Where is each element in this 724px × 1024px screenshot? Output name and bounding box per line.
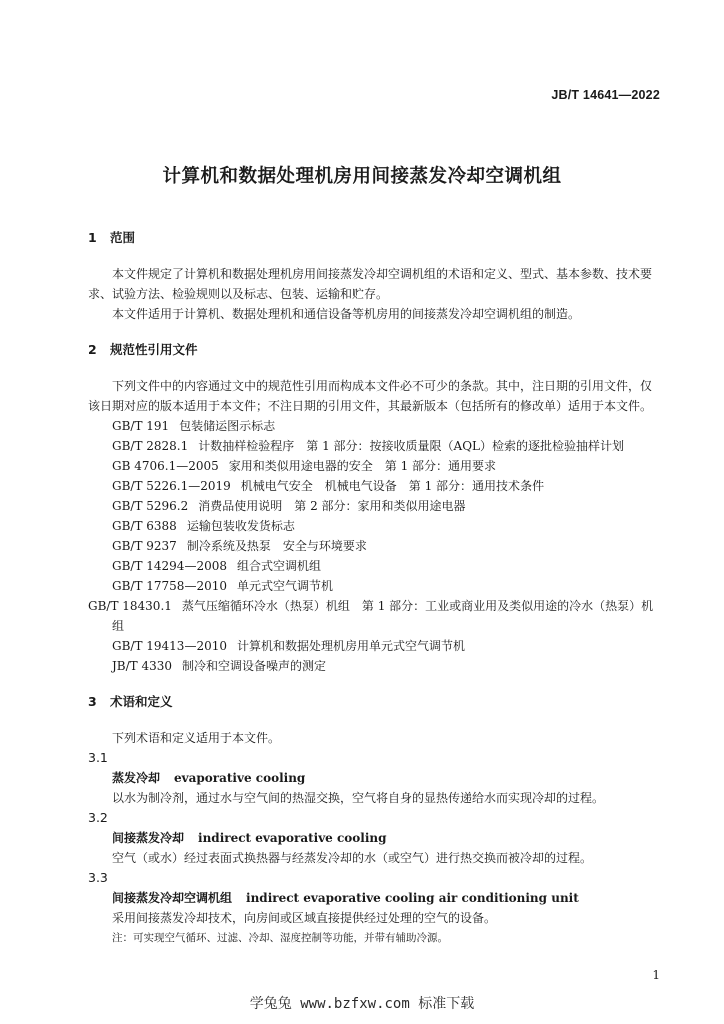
term-zh: 间接蒸发冷却空调机组	[112, 891, 233, 905]
section-number: 2	[88, 342, 97, 357]
section-title: 规范性引用文件	[110, 342, 198, 357]
section-title: 范围	[110, 230, 136, 245]
term-en: indirect evaporative cooling air conditioning unit	[246, 891, 579, 905]
term-definition: 空气（或水）经过表面式换热器与经蒸发冷却的水（或空气）进行热交换而被冷却的过程。	[112, 851, 593, 865]
term-zh: 蒸发冷却	[112, 771, 161, 785]
reference-code: GB/T 9237	[112, 539, 177, 553]
section-title: 术语和定义	[110, 694, 173, 709]
reference-title: 组合式空调机组	[236, 559, 321, 573]
term-zh: 间接蒸发冷却	[112, 831, 185, 845]
reference-item	[88, 636, 660, 656]
term-en: indirect evaporative cooling	[198, 831, 387, 845]
reference-title: 家用和类似用途电器的安全 第 1 部分：通用要求	[228, 459, 497, 473]
term-entry	[88, 808, 660, 868]
reference-code: GB/T 18430.1	[88, 599, 172, 613]
reference-code: GB/T 2828.1	[112, 439, 189, 453]
reference-item	[88, 576, 660, 596]
standard-number: JB/T 14641—2022	[551, 88, 660, 102]
reference-item	[88, 416, 660, 436]
term-name	[88, 828, 660, 848]
reference-title: 制冷和空调设备噪声的测定	[182, 659, 327, 673]
reference-title: 计数抽样检验程序 第 1 部分：按接收质量限（AQL）检索的逐批检验抽样计划	[198, 439, 625, 453]
reference-code: GB/T 5226.1—2019	[112, 479, 231, 493]
term-definition: 采用间接蒸发冷却技术，向房间或区域直接提供经过处理的空气的设备。	[112, 911, 497, 925]
section-number: 1	[88, 230, 97, 245]
page-number: 1	[652, 968, 660, 982]
reference-item	[88, 476, 660, 496]
reference-item	[88, 656, 660, 676]
reference-code: GB/T 17758—2010	[112, 579, 227, 593]
term-name	[88, 888, 660, 908]
term-number: 3.3	[88, 870, 108, 885]
section-1-heading	[88, 228, 660, 248]
term-number: 3.1	[88, 750, 108, 765]
document-body	[88, 228, 660, 948]
reference-title: 计算机和数据处理机房用单元式空气调节机	[236, 639, 465, 653]
reference-code: GB/T 6388	[112, 519, 177, 533]
term-definition: 以水为制冷剂，通过水与空气间的热湿交换，空气将自身的显热传递给水而实现冷却的过程。	[112, 791, 605, 805]
section-3-heading	[88, 692, 660, 712]
reference-title: 机械电气安全 机械电气设备 第 1 部分：通用技术条件	[240, 479, 545, 493]
footer-watermark: 学兔兔 www.bzfxw.com 标准下载	[249, 996, 475, 1012]
scope-paragraph-1: 本文件规定了计算机和数据处理机房用间接蒸发冷却空调机组的术语和定义、型式、基本参数、技术要求、试验方法、检验规则以及标志、包装、运输和贮存。	[88, 267, 653, 301]
reference-title: 包装储运图示标志	[179, 419, 276, 433]
section-2-heading	[88, 340, 660, 360]
term-entry	[88, 748, 660, 808]
reference-item	[88, 516, 660, 536]
reference-title: 蒸气压缩循环冷水（热泵）机组 第 1 部分：工业或商业用及类似用途的冷水（热泵）机组	[112, 599, 654, 633]
terms-intro: 下列术语和定义适用于本文件。	[112, 731, 281, 745]
reference-code: GB/T 14294—2008	[112, 559, 227, 573]
references-intro: 下列文件中的内容通过文中的规范性引用而构成本文件必不可少的条款。其中，注日期的引用文件，仅该日期对应的版本适用于本文件；不注日期的引用文件，其最新版本（包括所有的修改单）适用于本文件。	[88, 379, 653, 413]
section-number: 3	[88, 694, 97, 709]
reference-title: 制冷系统及热泵 安全与环境要求	[186, 539, 367, 553]
reference-item	[88, 496, 660, 516]
reference-title: 单元式空气调节机	[236, 579, 333, 593]
reference-item	[88, 556, 660, 576]
reference-item	[64, 596, 660, 636]
term-note: 注：可实现空气循环、过滤、冷却、湿度控制等功能，并带有辅助冷源。	[112, 932, 448, 944]
reference-code: JB/T 4330	[112, 659, 173, 673]
reference-title: 消费品使用说明 第 2 部分：家用和类似用途电器	[198, 499, 466, 513]
reference-code: GB/T 5296.2	[112, 499, 189, 513]
term-name	[88, 768, 660, 788]
reference-item	[88, 456, 660, 476]
reference-item	[88, 436, 660, 456]
term-entry	[88, 868, 660, 948]
reference-item	[88, 536, 660, 556]
scope-paragraph-2: 本文件适用于计算机、数据处理机和通信设备等机房用的间接蒸发冷却空调机组的制造。	[112, 307, 581, 321]
term-en: evaporative cooling	[174, 771, 306, 785]
reference-code: GB 4706.1—2005	[112, 459, 219, 473]
reference-title: 运输包装收发货标志	[186, 519, 295, 533]
document-title: 计算机和数据处理机房用间接蒸发冷却空调机组	[162, 166, 562, 187]
term-number: 3.2	[88, 810, 108, 825]
reference-code: GB/T 19413—2010	[112, 639, 227, 653]
reference-code: GB/T 191	[112, 419, 170, 433]
reference-list	[88, 416, 660, 676]
